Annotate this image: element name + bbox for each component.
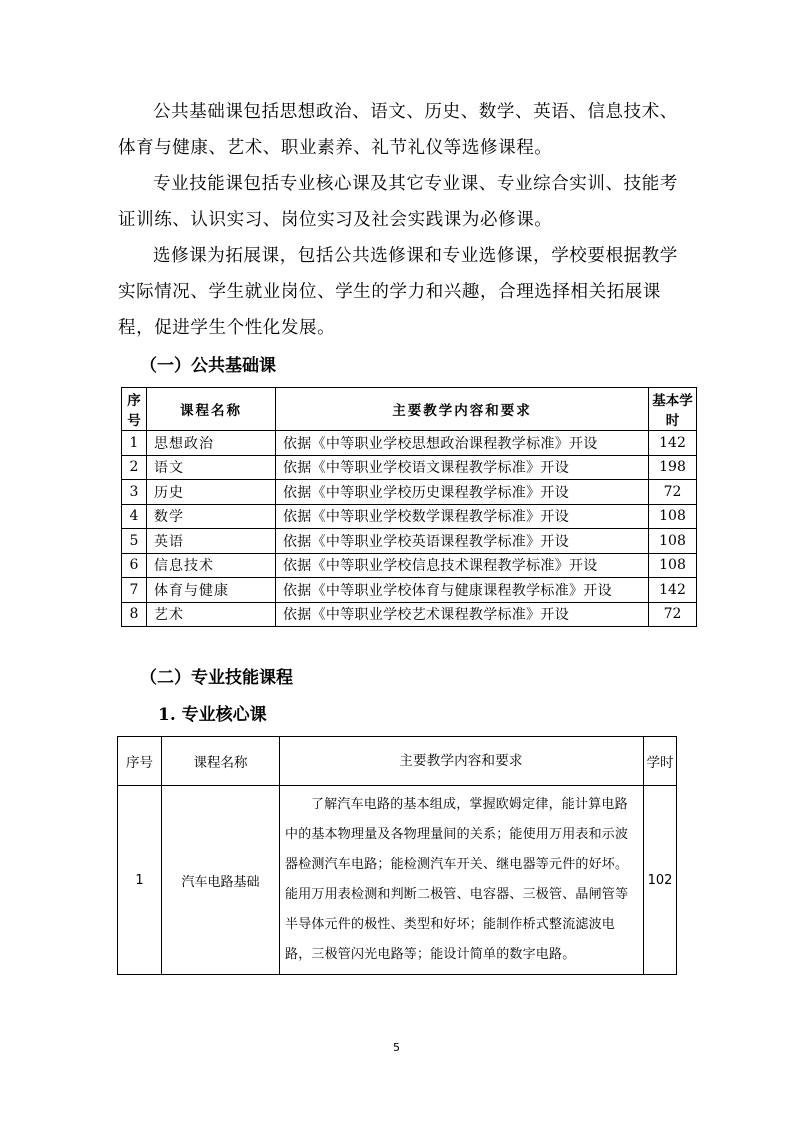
cell-no: 1 — [118, 786, 162, 975]
cell-requirements: 依据《中等职业学校体育与健康课程教学标准》开设 — [276, 578, 649, 603]
cell-requirements: 依据《中等职业学校信息技术课程教学标准》开设 — [276, 553, 649, 578]
cell-requirements: 依据《中等职业学校语文课程教学标准》开设 — [276, 455, 649, 480]
cell-no: 3 — [122, 480, 147, 505]
header-hours: 基本学时 — [649, 388, 697, 431]
page-number: 5 — [393, 1041, 400, 1054]
cell-hours: 198 — [649, 455, 697, 480]
public-courses-table — [121, 387, 697, 627]
intro-paragraph-electives: 选修课为拓展课，包括公共选修课和专业选修课，学校要根据教学实际情况、学生就业岗位、学生的学力和兴趣，合理选择相关拓展课程，促进学生个性化发展。 — [118, 246, 678, 338]
cell-course-name: 英语 — [147, 529, 276, 554]
table-row — [122, 431, 697, 456]
table-header-row — [118, 737, 677, 786]
cell-hours: 108 — [649, 529, 697, 554]
cell-hours: 72 — [649, 602, 697, 627]
cell-no: 8 — [122, 602, 147, 627]
table-row — [122, 480, 697, 505]
header-course-name: 课程名称 — [162, 737, 280, 786]
cell-no: 6 — [122, 553, 147, 578]
cell-no: 4 — [122, 504, 147, 529]
cell-hours: 142 — [649, 431, 697, 456]
cell-course-name: 语文 — [147, 455, 276, 480]
cell-hours: 108 — [649, 553, 697, 578]
table-row — [122, 529, 697, 554]
cell-requirements: 依据《中等职业学校数学课程教学标准》开设 — [276, 504, 649, 529]
cell-requirements: 依据《中等职业学校英语课程教学标准》开设 — [276, 529, 649, 554]
cell-course-name: 艺术 — [147, 602, 276, 627]
cell-no: 2 — [122, 455, 147, 480]
cell-course-name: 体育与健康 — [147, 578, 276, 603]
cell-requirements: 依据《中等职业学校历史课程教学标准》开设 — [276, 480, 649, 505]
cell-requirements: 依据《中等职业学校思想政治课程教学标准》开设 — [276, 431, 649, 456]
cell-course-name: 数学 — [147, 504, 276, 529]
table-header-row — [122, 388, 697, 431]
section-heading-skill-courses: （二）专业技能课程 — [140, 668, 293, 688]
table-row — [118, 786, 677, 975]
intro-paragraph-public: 公共基础课包括思想政治、语文、历史、数学、英语、信息技术、体育与健康、艺术、职业素养、礼节礼仪等选修课程。 — [118, 102, 678, 158]
requirements-paragraph-1: 了解汽车电路的基本组成，掌握欧姆定律，能计算电路中的基本物理量及各物理量间的关系；能使用万用表和示波器检测汽车电路；能检测汽车开关、继电器等元件的好坏。 — [285, 797, 629, 872]
cell-course-name: 思想政治 — [147, 431, 276, 456]
core-courses-table — [117, 736, 677, 975]
table-row — [122, 504, 697, 529]
table-row — [122, 455, 697, 480]
cell-course-name: 历史 — [147, 480, 276, 505]
cell-no: 1 — [122, 431, 147, 456]
cell-hours: 142 — [649, 578, 697, 603]
header-hours: 学时 — [644, 737, 677, 786]
cell-no: 7 — [122, 578, 147, 603]
cell-no: 5 — [122, 529, 147, 554]
table-row — [122, 578, 697, 603]
cell-course-name: 汽车电路基础 — [162, 786, 280, 975]
cell-requirements — [280, 786, 644, 975]
table-row — [122, 602, 697, 627]
header-no: 序号 — [118, 737, 162, 786]
cell-requirements: 依据《中等职业学校艺术课程教学标准》开设 — [276, 602, 649, 627]
cell-course-name: 信息技术 — [147, 553, 276, 578]
header-course-name: 课程名称 — [147, 388, 276, 431]
header-requirements: 主要教学内容和要求 — [276, 388, 649, 431]
intro-paragraph-skills: 专业技能课包括专业核心课及其它专业课、专业综合实训、技能考证训练、认识实习、岗位实习及社会实践课为必修课。 — [118, 174, 678, 230]
cell-hours: 72 — [649, 480, 697, 505]
table-row — [122, 553, 697, 578]
cell-hours: 108 — [649, 504, 697, 529]
requirements-paragraph-2: 能用万用表检测和判断二极管、电容器、三极管、晶闸管等半导体元件的极性、类型和好坏；能制作桥式整流滤波电路，三极管闪光电路等；能设计简单的数字电路。 — [285, 887, 629, 962]
section-heading-public-courses: （一）公共基础课 — [140, 356, 276, 376]
cell-hours: 102 — [644, 786, 677, 975]
header-no: 序号 — [122, 388, 147, 431]
subheading-core-courses: 1. 专业核心课 — [158, 705, 267, 725]
header-requirements: 主要教学内容和要求 — [280, 737, 644, 786]
